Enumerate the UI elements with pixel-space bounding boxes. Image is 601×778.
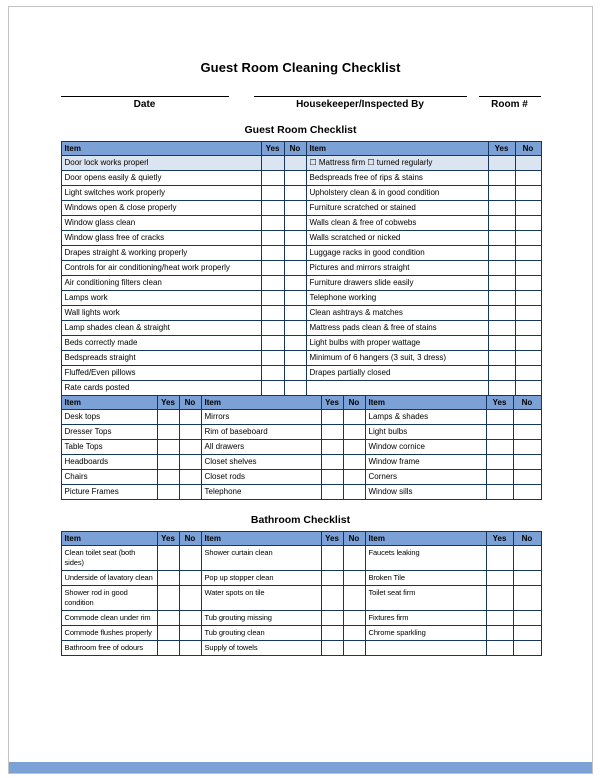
column-header-item: Item: [61, 532, 157, 546]
yes-cell: [157, 611, 179, 626]
yes-cell: [261, 336, 284, 351]
column-header-no: No: [513, 532, 541, 546]
yes-cell: [261, 201, 284, 216]
table-row: [61, 336, 541, 351]
yes-cell: [486, 410, 513, 425]
checklist-item: Rim of baseboard: [201, 425, 321, 440]
yes-cell: [261, 261, 284, 276]
no-cell: [284, 216, 306, 231]
column-header-yes: Yes: [486, 396, 513, 410]
checklist-item: Bedspreads straight: [61, 351, 261, 366]
column-header-no: No: [343, 532, 365, 546]
yes-cell: [488, 171, 515, 186]
yes-cell: [157, 485, 179, 500]
no-cell: [179, 455, 201, 470]
no-cell: [513, 611, 541, 626]
table-row: [61, 546, 541, 571]
page-title: Guest Room Cleaning Checklist: [200, 60, 401, 75]
checklist-item: Lamps work: [61, 291, 261, 306]
checklist-item: Window frame: [365, 455, 486, 470]
guest-room-header-row: [61, 142, 541, 156]
table-row: [61, 321, 541, 336]
checklist-item: Light switches work properly: [61, 186, 261, 201]
yes-cell: [261, 156, 284, 171]
yes-cell: [488, 216, 515, 231]
no-cell: [284, 231, 306, 246]
no-cell: [513, 410, 541, 425]
checklist-item: Pop up stopper clean: [201, 571, 321, 586]
column-header-yes: Yes: [157, 396, 179, 410]
housekeeper-field-line: [254, 96, 467, 110]
no-cell: [284, 306, 306, 321]
no-cell: [515, 321, 541, 336]
column-header-item: Item: [365, 532, 486, 546]
yes-cell: [157, 546, 179, 571]
yes-cell: [261, 366, 284, 381]
checklist-item: Walls scratched or nicked: [306, 231, 488, 246]
yes-cell: [157, 410, 179, 425]
checklist-item: Door lock works properl: [61, 156, 261, 171]
yes-cell: [488, 381, 515, 396]
yes-cell: [321, 611, 343, 626]
checklist-item: Fixtures firm: [365, 611, 486, 626]
checklist-item: Headboards: [61, 455, 157, 470]
no-cell: [515, 171, 541, 186]
checklist-item: Underside of lavatory clean: [61, 571, 157, 586]
checklist-item: Window sills: [365, 485, 486, 500]
checklist-item: Window glass clean: [61, 216, 261, 231]
checklist-item: Tub grouting missing: [201, 611, 321, 626]
checklist-item: Door opens easily & quietly: [61, 171, 261, 186]
checklist-item: Beds correctly made: [61, 336, 261, 351]
no-cell: [284, 351, 306, 366]
checklist-item: Corners: [365, 470, 486, 485]
column-header-yes: Yes: [157, 532, 179, 546]
checklist-item: Wall lights work: [61, 306, 261, 321]
column-header-item: Item: [306, 142, 488, 156]
checklist-item: Furniture drawers slide easily: [306, 276, 488, 291]
yes-cell: [486, 455, 513, 470]
checklist-item: Dresser Tops: [61, 425, 157, 440]
table-row: [61, 201, 541, 216]
yes-cell: [488, 186, 515, 201]
no-cell: [515, 351, 541, 366]
no-cell: [179, 546, 201, 571]
checklist-item: Supply of towels: [201, 641, 321, 656]
furniture-header-row: [61, 396, 541, 410]
checklist-item: Closet rods: [201, 470, 321, 485]
column-header-item: Item: [201, 532, 321, 546]
yes-cell: [157, 571, 179, 586]
yes-cell: [157, 455, 179, 470]
field-gap: [229, 96, 254, 110]
checklist-item: All drawers: [201, 440, 321, 455]
no-cell: [284, 186, 306, 201]
no-cell: [343, 626, 365, 641]
checklist-item: Bathroom free of odours: [61, 641, 157, 656]
checklist-item: Walls clean & free of cobwebs: [306, 216, 488, 231]
no-cell: [515, 366, 541, 381]
yes-cell: [261, 246, 284, 261]
checklist-item: Table Tops: [61, 440, 157, 455]
no-cell: [179, 611, 201, 626]
yes-cell: [261, 306, 284, 321]
date-field-line: [61, 96, 229, 110]
no-cell: [284, 291, 306, 306]
yes-cell: [488, 246, 515, 261]
table-row: [61, 216, 541, 231]
table-row: [61, 485, 541, 500]
no-cell: [513, 455, 541, 470]
furniture-table: [61, 395, 542, 500]
no-cell: [515, 291, 541, 306]
no-cell: [179, 470, 201, 485]
column-header-no: No: [284, 142, 306, 156]
no-cell: [284, 156, 306, 171]
checklist-item: Minimum of 6 hangers (3 suit, 3 dress): [306, 351, 488, 366]
checklist-item: [306, 381, 488, 396]
checklist-item: Mirrors: [201, 410, 321, 425]
no-cell: [515, 336, 541, 351]
yes-cell: [486, 586, 513, 611]
yes-cell: [261, 171, 284, 186]
no-cell: [343, 485, 365, 500]
checklist-item: Controls for air conditioning/heat work properly: [61, 261, 261, 276]
field-gap: [467, 96, 479, 110]
room-label: Room #: [491, 99, 528, 110]
yes-cell: [321, 586, 343, 611]
date-label: Date: [133, 99, 156, 110]
no-cell: [179, 641, 201, 656]
no-cell: [179, 485, 201, 500]
no-cell: [513, 440, 541, 455]
no-cell: [284, 336, 306, 351]
yes-cell: [488, 351, 515, 366]
yes-cell: [157, 470, 179, 485]
yes-cell: [486, 626, 513, 641]
no-cell: [284, 366, 306, 381]
table-row: [61, 171, 541, 186]
yes-cell: [488, 336, 515, 351]
no-cell: [343, 586, 365, 611]
column-header-no: No: [179, 396, 201, 410]
bathroom-section-heading: Bathroom Checklist: [250, 514, 351, 526]
no-cell: [343, 410, 365, 425]
table-row: [61, 186, 541, 201]
housekeeper-label: Housekeeper/Inspected By: [296, 99, 424, 110]
guest-room-section-heading: Guest Room Checklist: [244, 124, 357, 136]
yes-cell: [486, 571, 513, 586]
column-header-no: No: [513, 396, 541, 410]
table-row: [61, 351, 541, 366]
yes-cell: [488, 231, 515, 246]
table-row: [61, 381, 541, 396]
yes-cell: [486, 425, 513, 440]
checklist-item: Light bulbs with proper wattage: [306, 336, 488, 351]
page-content: [61, 0, 541, 656]
yes-cell: [321, 425, 343, 440]
no-cell: [515, 201, 541, 216]
yes-cell: [486, 546, 513, 571]
checklist-item: Furniture scratched or stained: [306, 201, 488, 216]
yes-cell: [157, 641, 179, 656]
column-header-yes: Yes: [321, 396, 343, 410]
yes-cell: [261, 276, 284, 291]
checklist-item: Lamps & shades: [365, 410, 486, 425]
yes-cell: [488, 156, 515, 171]
no-cell: [284, 201, 306, 216]
no-cell: [513, 586, 541, 611]
checklist-item: Desk tops: [61, 410, 157, 425]
column-header-yes: Yes: [488, 142, 515, 156]
yes-cell: [261, 231, 284, 246]
no-cell: [515, 216, 541, 231]
checklist-item: Fluffed/Even pillows: [61, 366, 261, 381]
yes-cell: [261, 351, 284, 366]
room-field-line: [479, 96, 541, 110]
checklist-item: Rate cards posted: [61, 381, 261, 396]
yes-cell: [261, 216, 284, 231]
checklist-item: Luggage racks in good condition: [306, 246, 488, 261]
no-cell: [343, 455, 365, 470]
table-row: [61, 291, 541, 306]
no-cell: [179, 440, 201, 455]
column-header-item: Item: [365, 396, 486, 410]
table-row: [61, 455, 541, 470]
no-cell: [179, 586, 201, 611]
checklist-item: Light bulbs: [365, 425, 486, 440]
yes-cell: [488, 261, 515, 276]
checklist-item: Commode flushes properly: [61, 626, 157, 641]
checklist-item: Shower rod in good condition: [61, 586, 157, 611]
table-row: [61, 366, 541, 381]
no-cell: [513, 571, 541, 586]
no-cell: [343, 611, 365, 626]
column-header-yes: Yes: [486, 532, 513, 546]
table-row: [61, 156, 541, 171]
no-cell: [284, 276, 306, 291]
checklist-item: Clean ashtrays & matches: [306, 306, 488, 321]
no-cell: [343, 470, 365, 485]
table-row: [61, 641, 541, 656]
footer-bar: [9, 762, 592, 773]
guest-room-table: [61, 141, 542, 396]
checklist-item: Shower curtain clean: [201, 546, 321, 571]
checklist-item: Air conditioning filters clean: [61, 276, 261, 291]
no-cell: [515, 186, 541, 201]
yes-cell: [261, 291, 284, 306]
checklist-item: Toilet seat firm: [365, 586, 486, 611]
checklist-item: Commode clean under rim: [61, 611, 157, 626]
checklist-item: Tub grouting clean: [201, 626, 321, 641]
checklist-item: Lamp shades clean & straight: [61, 321, 261, 336]
no-cell: [179, 626, 201, 641]
form-fields: [61, 96, 541, 110]
checklist-item: Closet shelves: [201, 455, 321, 470]
yes-cell: [157, 626, 179, 641]
yes-cell: [488, 306, 515, 321]
no-cell: [343, 641, 365, 656]
yes-cell: [321, 641, 343, 656]
no-cell: [179, 571, 201, 586]
no-cell: [513, 470, 541, 485]
no-cell: [343, 425, 365, 440]
checklist-item: Chairs: [61, 470, 157, 485]
no-cell: [179, 410, 201, 425]
checklist-item: ☐ Mattress firm ☐ turned regularly: [306, 156, 488, 171]
yes-cell: [486, 611, 513, 626]
column-header-item: Item: [61, 142, 261, 156]
yes-cell: [261, 321, 284, 336]
checklist-item: Telephone: [201, 485, 321, 500]
checklist-item: Broken Tile: [365, 571, 486, 586]
checklist-item: Pictures and mirrors straight: [306, 261, 488, 276]
bathroom-table: [61, 531, 542, 656]
yes-cell: [486, 470, 513, 485]
no-cell: [179, 425, 201, 440]
no-cell: [284, 171, 306, 186]
table-row: [61, 306, 541, 321]
checklist-item: Window glass free of cracks: [61, 231, 261, 246]
yes-cell: [261, 186, 284, 201]
no-cell: [513, 425, 541, 440]
no-cell: [513, 641, 541, 656]
column-header-item: Item: [201, 396, 321, 410]
column-header-yes: Yes: [261, 142, 284, 156]
column-header-no: No: [343, 396, 365, 410]
table-row: [61, 246, 541, 261]
column-header-yes: Yes: [321, 532, 343, 546]
no-cell: [284, 321, 306, 336]
no-cell: [515, 381, 541, 396]
checklist-item: Upholstery clean & in good condition: [306, 186, 488, 201]
yes-cell: [157, 440, 179, 455]
yes-cell: [486, 485, 513, 500]
table-row: [61, 470, 541, 485]
no-cell: [513, 546, 541, 571]
yes-cell: [321, 410, 343, 425]
table-row: [61, 611, 541, 626]
no-cell: [515, 246, 541, 261]
yes-cell: [321, 571, 343, 586]
column-header-item: Item: [61, 396, 157, 410]
checklist-item: Picture Frames: [61, 485, 157, 500]
table-row: [61, 231, 541, 246]
no-cell: [515, 156, 541, 171]
checklist-item: Water spots on tile: [201, 586, 321, 611]
checklist-item: Window cornice: [365, 440, 486, 455]
no-cell: [284, 261, 306, 276]
table-row: [61, 586, 541, 611]
column-header-no: No: [179, 532, 201, 546]
table-row: [61, 571, 541, 586]
no-cell: [343, 546, 365, 571]
yes-cell: [321, 626, 343, 641]
table-row: [61, 261, 541, 276]
yes-cell: [486, 440, 513, 455]
checklist-item: Drapes partially closed: [306, 366, 488, 381]
no-cell: [515, 306, 541, 321]
yes-cell: [321, 440, 343, 455]
yes-cell: [488, 276, 515, 291]
table-row: [61, 276, 541, 291]
checklist-item: Clean toilet seat (both sides): [61, 546, 157, 571]
yes-cell: [261, 381, 284, 396]
checklist-item: Windows open & close properly: [61, 201, 261, 216]
no-cell: [284, 246, 306, 261]
no-cell: [515, 231, 541, 246]
table-row: [61, 626, 541, 641]
checklist-item: Drapes straight & working properly: [61, 246, 261, 261]
yes-cell: [321, 546, 343, 571]
no-cell: [284, 381, 306, 396]
no-cell: [515, 261, 541, 276]
checklist-item: Mattress pads clean & free of stains: [306, 321, 488, 336]
yes-cell: [488, 366, 515, 381]
no-cell: [515, 276, 541, 291]
table-row: [61, 425, 541, 440]
yes-cell: [321, 455, 343, 470]
checklist-item: Bedspreads free of rips & stains: [306, 171, 488, 186]
table-row: [61, 440, 541, 455]
yes-cell: [488, 291, 515, 306]
yes-cell: [321, 470, 343, 485]
yes-cell: [321, 485, 343, 500]
yes-cell: [486, 641, 513, 656]
yes-cell: [488, 201, 515, 216]
column-header-no: No: [515, 142, 541, 156]
checklist-item: Faucets leaking: [365, 546, 486, 571]
no-cell: [343, 571, 365, 586]
no-cell: [343, 440, 365, 455]
yes-cell: [157, 586, 179, 611]
checklist-item: Chrome sparkling: [365, 626, 486, 641]
no-cell: [513, 485, 541, 500]
checklist-item: [365, 641, 486, 656]
yes-cell: [488, 321, 515, 336]
table-row: [61, 410, 541, 425]
yes-cell: [157, 425, 179, 440]
bathroom-header-row: [61, 532, 541, 546]
checklist-item: Telephone working: [306, 291, 488, 306]
no-cell: [513, 626, 541, 641]
